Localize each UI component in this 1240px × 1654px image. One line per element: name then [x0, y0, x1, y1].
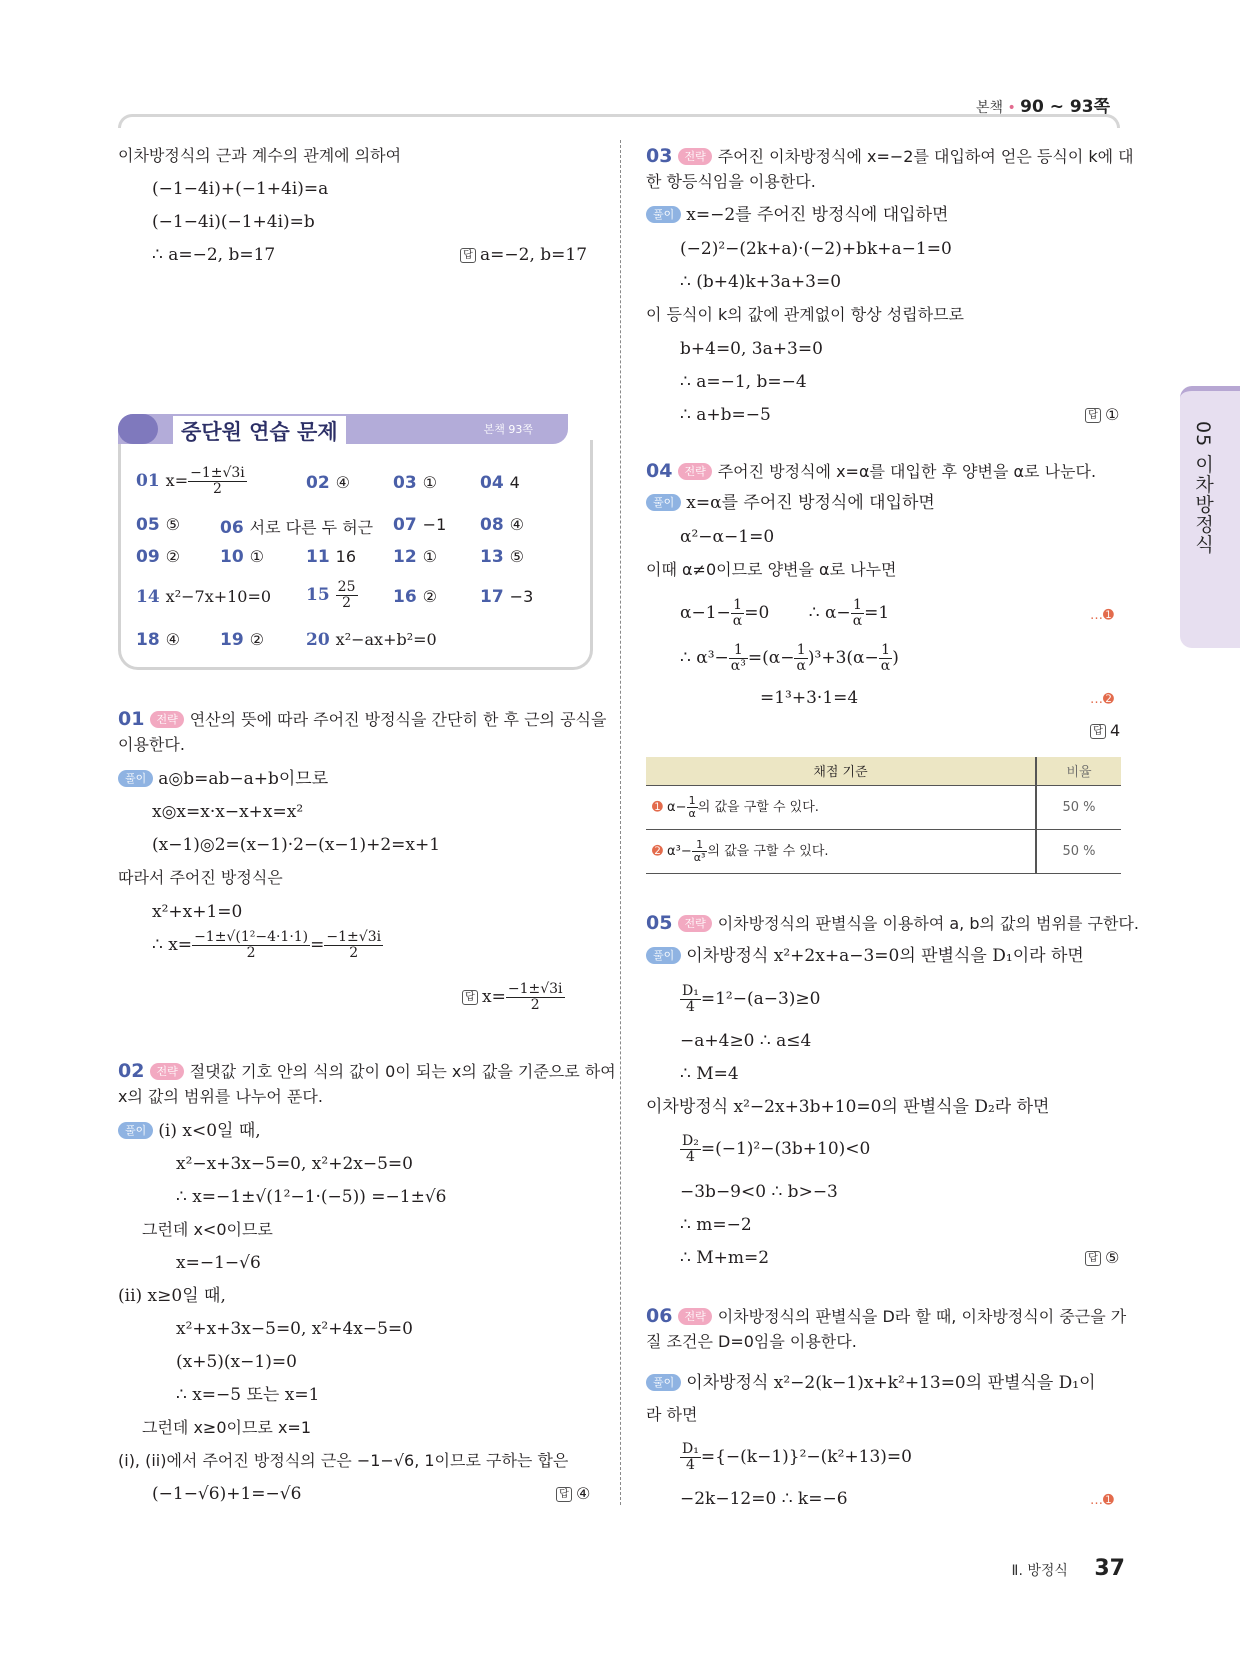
- strategy-badge: 전략: [678, 148, 711, 165]
- p04-l5: [680, 643, 899, 674]
- p02-strategy-2: x의 값의 범위를 나누어 푼다.: [118, 1087, 323, 1106]
- answer-number: 14: [136, 587, 160, 607]
- bullet-dot: •: [1007, 100, 1016, 116]
- answer-value: 4: [509, 473, 520, 492]
- eq-part: =(α−: [747, 648, 795, 668]
- p03-l2: (−2)²−(2k+a)·(−2)+bk+a−1=0: [680, 239, 952, 259]
- midunit-answer: [393, 587, 437, 607]
- answer-mark-icon: 답: [1085, 1251, 1101, 1266]
- answer-number: 17: [480, 587, 504, 607]
- eq-part: α−1−: [680, 603, 731, 623]
- p05-l8: ∴ m=−2: [680, 1215, 752, 1235]
- p04-l2: α²−α−1=0: [680, 527, 775, 547]
- eq-fraction: [879, 643, 892, 674]
- answer-number: 04: [480, 473, 504, 493]
- eq-part: =(−1)²−(3b+10)<0: [700, 1139, 871, 1159]
- page-footer: [1012, 1556, 1125, 1581]
- strategy-text: 이차방정식의 판별식을 D라 할 때, 이차방정식이 중근을 가: [717, 1307, 1127, 1326]
- problem-number: 02: [118, 1060, 145, 1082]
- p02-l7: x²+x+3x−5=0, x²+4x−5=0: [176, 1319, 413, 1339]
- fraction-denominator: 2: [349, 945, 359, 961]
- p04-l4: [680, 598, 889, 629]
- midunit-answer: [136, 587, 271, 607]
- top-line-3: ∴ a=−2, b=17: [152, 245, 276, 265]
- answer-number: 06: [220, 518, 244, 538]
- step-marker: ➊: [652, 799, 663, 815]
- page-range: 90 ~ 93쪽: [1020, 97, 1110, 117]
- fraction-numerator: 1: [729, 643, 748, 659]
- p06-step-1: …➊: [1090, 1493, 1114, 1508]
- p03-strategy-2: 한 항등식임을 이용한다.: [646, 172, 816, 191]
- p01-answer: [462, 982, 565, 1013]
- p02-answer: [556, 1483, 590, 1505]
- strategy-text: 주어진 이차방정식에 x=−2를 대입하여 얻은 등식이 k에 대: [717, 147, 1134, 166]
- answer-mark-icon: 답: [1085, 408, 1101, 423]
- solution-badge: 풀이: [646, 206, 681, 223]
- solution-text: 이차방정식 x²−2(k−1)x+k²+13=0의 판별식을 D₁이: [686, 1373, 1096, 1393]
- answer-value: ④: [509, 515, 525, 534]
- fraction-denominator: α³: [730, 658, 746, 674]
- p05-l2: [680, 984, 820, 1015]
- fraction-denominator: α: [852, 613, 863, 629]
- fraction-numerator: 1: [731, 598, 744, 614]
- formula-fraction: [324, 930, 383, 961]
- answer-number: 20: [306, 630, 330, 650]
- strategy-badge: 전략: [150, 711, 183, 728]
- discriminant-fraction: [680, 984, 701, 1015]
- criteria-text: 의 값을 구할 수 있다.: [707, 843, 829, 859]
- grading-criteria-header: 채점 기준: [646, 757, 1036, 785]
- criteria-lead: α−: [667, 799, 687, 815]
- eq-part: )³+3(α−: [807, 648, 879, 668]
- p03-l4: 이 등식이 k의 값에 관계없이 항상 성립하므로: [646, 305, 964, 324]
- eq-fraction: [731, 598, 744, 629]
- midunit-answer: [306, 630, 437, 650]
- p04-strategy: [646, 460, 1096, 483]
- midunit-answer: [136, 515, 180, 535]
- p01-s4: 따라서 주어진 방정식은: [118, 868, 283, 887]
- p05-l3: −a+4≥0 ∴ a≤4: [680, 1031, 812, 1051]
- answer-value: ⑤: [1105, 1248, 1120, 1267]
- eq-fraction: [794, 643, 807, 674]
- fraction-denominator: α: [880, 658, 891, 674]
- solution-badge: 풀이: [118, 1122, 153, 1139]
- fraction-denominator: 2: [212, 481, 222, 497]
- footer-chapter: Ⅱ. 방정식: [1011, 1563, 1068, 1579]
- midunit-answer: [480, 587, 533, 607]
- solution-text: a◎b=ab−a+b이므로: [158, 769, 329, 789]
- answer-value: ①: [249, 547, 265, 566]
- solution-text: x=α를 주어진 방정식에 대입하면: [686, 493, 935, 513]
- answer-number: 07: [393, 515, 417, 535]
- p02-l12: (−1−√6)+1=−√6: [152, 1484, 302, 1504]
- criteria-fraction: [692, 839, 708, 864]
- p01-strategy: [118, 708, 606, 731]
- formula-lead: ∴ x=: [152, 935, 193, 955]
- answer-value: 서로 다른 두 허근: [249, 518, 374, 537]
- p02-l8: (x+5)(x−1)=0: [176, 1352, 297, 1372]
- solution-badge: 풀이: [118, 770, 153, 787]
- p03-l7: ∴ a+b=−5: [680, 405, 771, 425]
- discriminant-fraction: [680, 1442, 701, 1473]
- fraction-denominator: 4: [685, 1149, 695, 1165]
- grading-ratio-header: 비율: [1036, 757, 1121, 785]
- p05-l6: [680, 1134, 870, 1165]
- chapter-side-tab-label: 05 이차방정식: [1192, 421, 1214, 555]
- answer-number: 02: [306, 473, 330, 493]
- answer-value: 16: [335, 547, 357, 566]
- top-line-1: (−1−4i)+(−1+4i)=a: [152, 179, 329, 199]
- fraction-denominator: 4: [685, 1457, 695, 1473]
- midunit-answer: [220, 515, 373, 538]
- strategy-badge: 전략: [678, 915, 711, 932]
- p03-strategy: [646, 145, 1134, 168]
- p04-l1: [646, 492, 935, 514]
- fraction-denominator: 2: [342, 595, 352, 611]
- fraction-numerator: D₁: [682, 983, 699, 999]
- p05-answer: [1085, 1247, 1119, 1269]
- midunit-answer: [136, 630, 180, 650]
- answer-value: x²−7x+10=0: [165, 587, 272, 606]
- p03-answer: [1085, 404, 1119, 426]
- answer-value: ②: [165, 547, 181, 566]
- strategy-text: 주어진 방정식에 x=α를 대입한 후 양변을 α로 나눈다.: [717, 462, 1097, 481]
- answer-number: 10: [220, 547, 244, 567]
- answer-value: ④: [335, 473, 351, 492]
- midunit-banner-knob: [118, 414, 158, 444]
- answer-value: −1: [422, 515, 447, 534]
- fraction-denominator: 2: [246, 945, 256, 961]
- eq-part: ∴ α−: [808, 603, 851, 623]
- fraction-numerator: 25: [337, 579, 356, 595]
- solution-badge: 풀이: [646, 947, 681, 964]
- criteria-fraction: [687, 795, 698, 820]
- answer-value: x²−ax+b²=0: [335, 630, 437, 649]
- answer-number: 09: [136, 547, 160, 567]
- p02-l4: 그런데 x<0이므로: [142, 1220, 273, 1239]
- grading-ratio-cell: 50 %: [1036, 829, 1121, 873]
- answer-value: ②: [422, 587, 438, 606]
- strategy-text: 이차방정식의 판별식을 이용하여 a, b의 값의 범위를 구한다.: [717, 914, 1139, 933]
- p02-l1: [118, 1120, 261, 1142]
- p01-s3: (x−1)◎2=(x−1)·2−(x−1)+2=x+1: [152, 835, 441, 855]
- fraction-numerator: D₁: [682, 1441, 699, 1457]
- p06-l3: [680, 1442, 912, 1473]
- answer-value: x=: [165, 471, 189, 490]
- midunit-answer: [306, 473, 350, 493]
- p03-l5: b+4=0, 3a+3=0: [680, 339, 823, 359]
- midunit-answer: [306, 547, 356, 567]
- criteria-lead: α³−: [667, 843, 692, 859]
- fraction-denominator: α³: [693, 850, 706, 864]
- p06-strategy: [646, 1305, 1126, 1328]
- fraction-numerator: −1±√3i: [326, 929, 382, 945]
- p03-l3: ∴ (b+4)k+3a+3=0: [680, 272, 842, 292]
- answer-value: ⑤: [165, 515, 181, 534]
- fraction-numerator: 1: [794, 643, 807, 659]
- grading-row: [646, 829, 1121, 873]
- answer-number: 15: [306, 585, 330, 605]
- fraction-numerator: D₂: [682, 1133, 699, 1149]
- eq-part: =0: [744, 603, 770, 623]
- eq-part: ={−(k−1)}²−(k²+13)=0: [700, 1447, 912, 1467]
- answer-mark-icon: 답: [1090, 724, 1106, 739]
- p05-strategy: [646, 912, 1139, 935]
- p06-l4: −2k−12=0 ∴ k=−6: [680, 1489, 848, 1509]
- criteria-text: 의 값을 구할 수 있다.: [697, 799, 819, 815]
- answer-number: 12: [393, 547, 417, 567]
- p05-l1: [646, 945, 1084, 967]
- midunit-title: 중단원 연습 문제: [173, 416, 346, 446]
- p04-step-1: …➊: [1090, 608, 1114, 623]
- fraction-numerator: 1: [692, 839, 708, 852]
- p02-l5: x=−1−√6: [176, 1253, 261, 1273]
- answer-number: 08: [480, 515, 504, 535]
- discriminant-fraction: [680, 1134, 701, 1165]
- problem-number: 04: [646, 460, 673, 482]
- p04-l6: =1³+3·1=4: [760, 688, 859, 708]
- p05-l5: 이차방정식 x²−2x+3b+10=0의 판별식을 D₂라 하면: [646, 1097, 1050, 1117]
- solution-text: (i) x<0일 때,: [158, 1121, 261, 1141]
- fraction-numerator: −1±√(1²−4·1·1): [194, 929, 309, 945]
- strategy-text: 연산의 뜻에 따라 주어진 방정식을 간단히 한 후 근의 공식을: [189, 710, 607, 729]
- midunit-answer: [393, 515, 446, 535]
- p04-l3: 이때 α≠0이므로 양변을 α로 나누면: [646, 560, 897, 579]
- answer-number: 18: [136, 630, 160, 650]
- p05-l9: ∴ M+m=2: [680, 1248, 770, 1268]
- midunit-answer: [480, 473, 520, 493]
- midunit-answer: [220, 547, 264, 567]
- p02-l6: (ii) x≥0일 때,: [118, 1286, 226, 1306]
- answer-fraction: [188, 466, 247, 497]
- answer-number: 19: [220, 630, 244, 650]
- eq-part: =1: [864, 603, 890, 623]
- column-divider: [620, 140, 621, 1505]
- p01-s6: ∴ x= $\frac{\text{−1±√(1²−4·1·1)}}{2}$ = $\frac{-1\pm√3i}{2}$: [152, 929, 382, 961]
- p06-strategy-2: 질 조건은 D=0임을 이용한다.: [646, 1332, 857, 1351]
- answer-fraction: [506, 982, 565, 1013]
- book-label: 본책: [975, 100, 1003, 116]
- page-number: 37: [1094, 1556, 1125, 1581]
- solution-badge: 풀이: [646, 494, 681, 511]
- grading-header-row: [646, 757, 1121, 785]
- p01-solution-1: [118, 768, 328, 790]
- eq-fraction: [729, 643, 748, 674]
- strategy-badge: 전략: [150, 1063, 183, 1080]
- eq-part: =1²−(a−3)≥0: [700, 989, 821, 1009]
- strategy-text: 절댓값 기호 안의 식의 값이 0이 되는 x의 값을 기준으로 하여: [189, 1062, 616, 1081]
- answer-value: ④: [165, 630, 181, 649]
- p02-l9: ∴ x=−5 또는 x=1: [176, 1385, 320, 1405]
- solution-text: 이차방정식 x²+2x+a−3=0의 판별식을 D₁이라 하면: [686, 946, 1084, 966]
- midunit-answer: [136, 547, 180, 567]
- midunit-answer: [220, 630, 264, 650]
- fraction-numerator: 1: [851, 598, 864, 614]
- midunit-answer: [136, 466, 247, 497]
- eq-fraction: [851, 598, 864, 629]
- problem-number: 06: [646, 1305, 673, 1327]
- fraction-denominator: α: [796, 658, 806, 674]
- p06-l1: [646, 1372, 1096, 1394]
- p05-l4: ∴ M=4: [680, 1064, 739, 1084]
- midunit-answer: [480, 515, 524, 535]
- eq-part: ): [892, 648, 899, 668]
- solution-text: x=−2를 주어진 방정식에 대입하면: [686, 205, 949, 225]
- p02-l2: x²−x+3x−5=0, x²+2x−5=0: [176, 1154, 413, 1174]
- answer-value: −3: [509, 587, 534, 606]
- top-line-2: (−1−4i)(−1+4i)=b: [152, 212, 315, 232]
- grading-table: [646, 757, 1121, 874]
- problem-number: 01: [118, 708, 145, 730]
- midunit-ref: 본책 93쪽: [483, 423, 533, 436]
- grading-row: [646, 785, 1121, 829]
- answer-value: ①: [1105, 405, 1120, 424]
- answer-value: 4: [1110, 721, 1121, 740]
- p01-s5: x²+x+1=0: [152, 902, 243, 922]
- p01-strategy-2: 이용한다.: [118, 735, 185, 754]
- midunit-banner: [118, 414, 568, 444]
- answer-number: 05: [136, 515, 160, 535]
- p02-l11: (i), (ii)에서 주어진 방정식의 근은 −1−√6, 1이므로 구하는 합은: [118, 1451, 569, 1470]
- answer-value: ①: [422, 547, 438, 566]
- p02-l10: 그런데 x≥0이므로 x=1: [142, 1418, 312, 1437]
- eq-part: ∴ α³−: [680, 648, 729, 668]
- answer-number: 01: [136, 471, 160, 491]
- fraction-denominator: 4: [685, 999, 695, 1015]
- midunit-answer: [393, 473, 437, 493]
- strategy-badge: 전략: [678, 463, 711, 480]
- solution-badge: 풀이: [646, 1374, 681, 1391]
- answer-fraction: [336, 580, 358, 611]
- p02-strategy: [118, 1060, 616, 1083]
- p04-answer: [1090, 720, 1120, 742]
- p03-l6: ∴ a=−1, b=−4: [680, 372, 807, 392]
- header-rule: [118, 114, 1120, 128]
- answer-value: ②: [249, 630, 265, 649]
- p04-step-2: …➋: [1090, 692, 1114, 707]
- fraction-denominator: 2: [530, 997, 540, 1013]
- formula-fraction: [192, 930, 310, 961]
- top-answer: [460, 244, 587, 266]
- p05-l7: −3b−9<0 ∴ b>−3: [680, 1182, 838, 1202]
- p02-l3: ∴ x=−1±√(1²−1·(−5)) =−1±√6: [176, 1187, 447, 1207]
- midunit-answer: [393, 547, 437, 567]
- p03-l1: [646, 204, 948, 226]
- top-answer-value: a=−2, b=17: [480, 245, 588, 265]
- grading-criteria-cell: [646, 829, 1036, 873]
- answer-mark-icon: 답: [462, 990, 478, 1005]
- answer-mark-icon: 답: [556, 1487, 572, 1502]
- answer-mark-icon: 답: [460, 248, 476, 263]
- chapter-side-tab[interactable]: [1180, 386, 1240, 648]
- midunit-answer: [480, 547, 524, 567]
- fraction-numerator: 1: [687, 795, 698, 808]
- step-marker: ➋: [652, 843, 663, 859]
- fraction-denominator: α: [688, 806, 696, 820]
- answer-number: 16: [393, 587, 417, 607]
- top-intro: 이차방정식의 근과 계수의 관계에 의하여: [118, 146, 402, 165]
- answer-lead: x=: [482, 987, 506, 1007]
- strategy-badge: 전략: [678, 1308, 711, 1325]
- p01-s2: x◎x=x·x−x+x=x²: [152, 802, 304, 822]
- fraction-numerator: −1±√3i: [190, 465, 245, 481]
- answer-value: ⑤: [509, 547, 525, 566]
- answer-value: ①: [422, 473, 438, 492]
- grading-ratio-cell: 50 %: [1036, 785, 1121, 829]
- grading-criteria-cell: [646, 785, 1036, 829]
- problem-number: 03: [646, 145, 673, 167]
- fraction-numerator: 1: [879, 643, 892, 659]
- midunit-answer: [306, 580, 358, 611]
- answer-number: 03: [393, 473, 417, 493]
- answer-number: 11: [306, 547, 330, 567]
- fraction-numerator: −1±√3i: [507, 981, 563, 997]
- answer-number: 13: [480, 547, 504, 567]
- answer-value: ④: [576, 1484, 591, 1503]
- problem-number: 05: [646, 912, 673, 934]
- fraction-denominator: α: [732, 613, 743, 629]
- p06-l2: 라 하면: [646, 1405, 698, 1424]
